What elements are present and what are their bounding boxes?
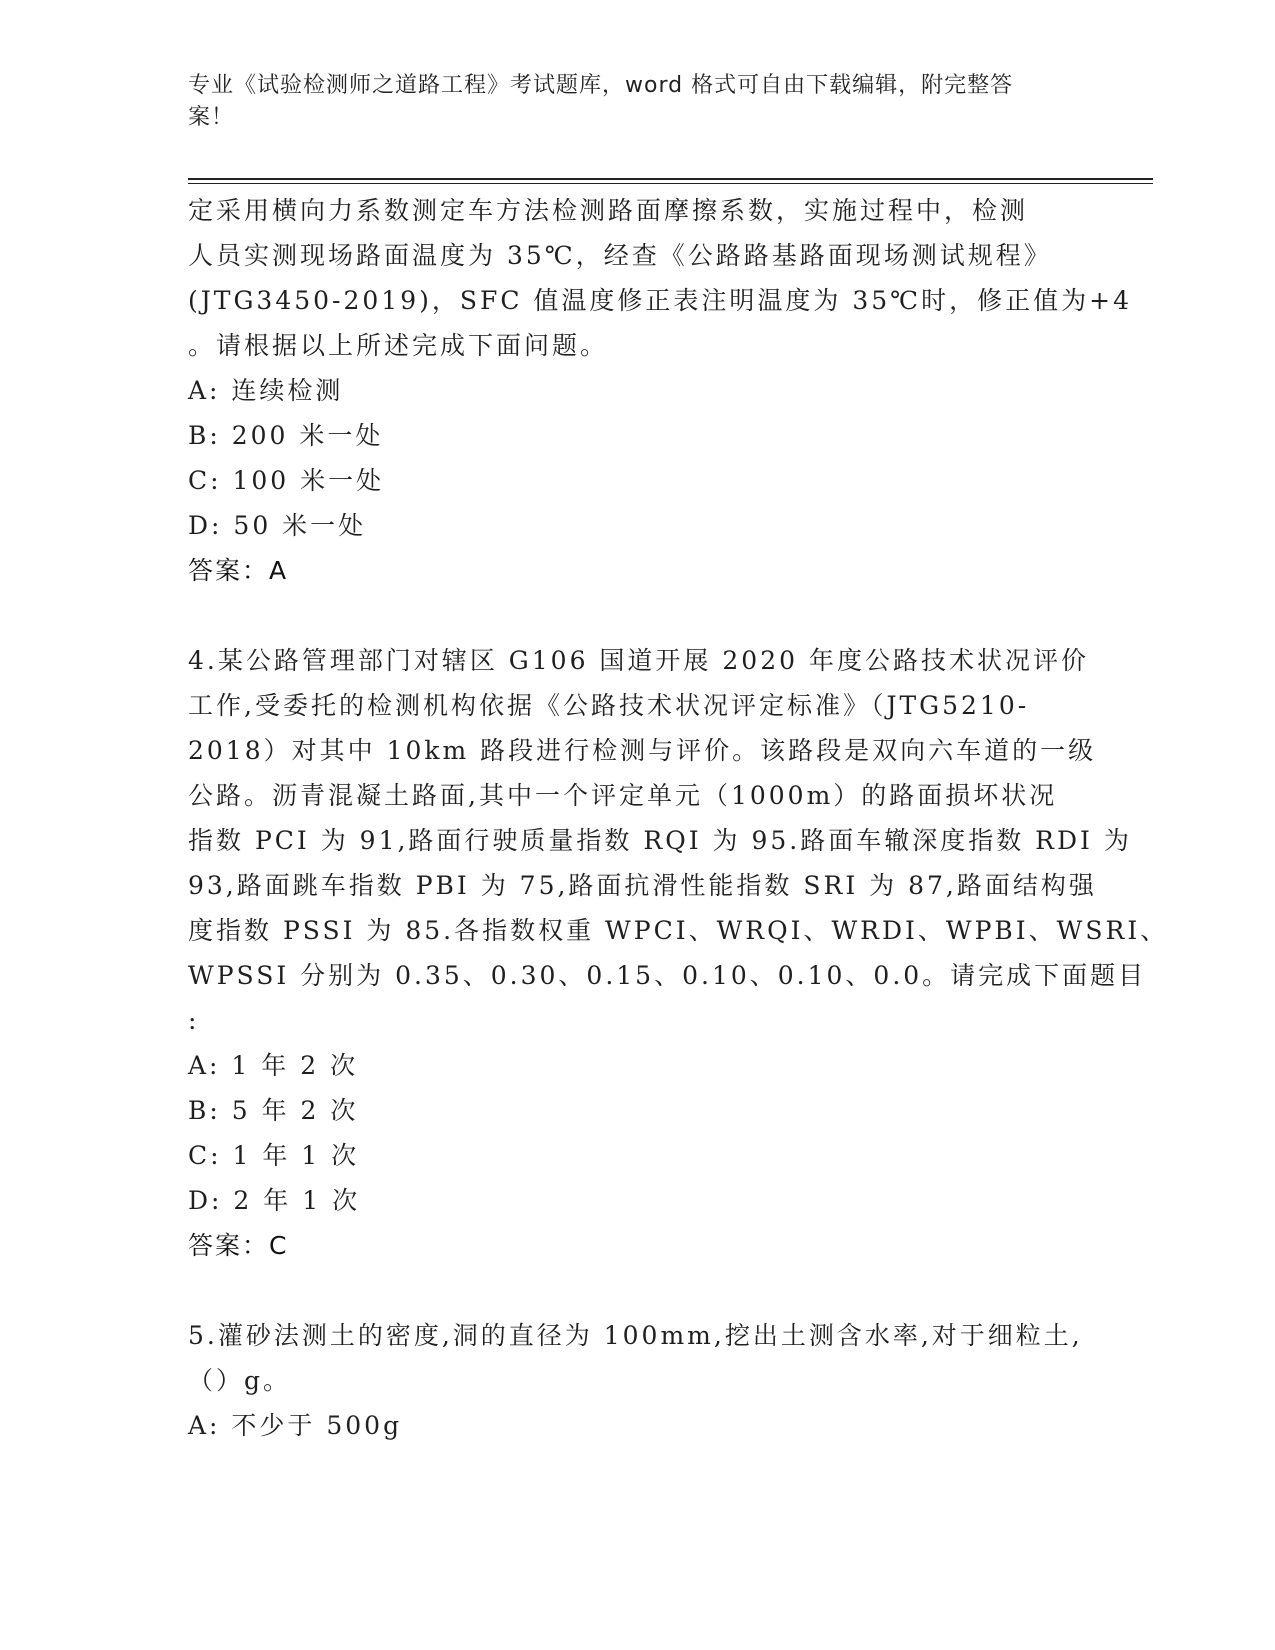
question-4 — [188, 638, 1169, 1268]
option-b: B: 5 年 2 次 — [188, 1096, 359, 1125]
spacer — [188, 1268, 1078, 1313]
question-text-line: 度指数 PSSI 为 85.各指数权重 WPCI、WRQI、WRDI、WPBI、WSRI、 — [188, 916, 1169, 945]
question-text-line: 工作,受委托的检测机构依据《公路技术状况评定标准》（JTG5210- — [188, 691, 1030, 720]
question-text-line: 定采用横向力系数测定车方法检测路面摩擦系数，实施过程中，检测 — [188, 196, 1029, 225]
question-text-line: WPSSI 分别为 0.35、0.30、0.15、0.10、0.10、0.0。请完成下面题目 — [188, 961, 1147, 990]
question-text-line: : — [188, 1006, 200, 1035]
option-a: A: 不少于 500g — [188, 1411, 403, 1440]
option-a: A: 1 年 2 次 — [188, 1051, 359, 1080]
question-text-line: 公路。沥青混凝土路面,其中一个评定单元（1000m）的路面损坏状况 — [188, 781, 1058, 810]
question-text-line: （）g。 — [188, 1366, 292, 1395]
header-line-1: 专业《试验检测师之道路工程》考试题库，word 格式可自由下载编辑，附完整答 — [188, 73, 1014, 98]
question-text-line: (JTG3450-2019)，SFC 值温度修正表注明温度为 35℃时，修正值为+4 — [188, 286, 1132, 315]
answer-label: 答案：A — [188, 556, 289, 585]
option-c: C: 100 米一处 — [188, 466, 385, 495]
option-c: C: 1 年 1 次 — [188, 1141, 360, 1170]
question-text-line: 4.某公路管理部门对辖区 G106 国道开展 2020 年度公路技术状况评价 — [188, 646, 1089, 675]
answer-label: 答案：C — [188, 1231, 289, 1260]
question-text-line: 5.灌砂法测土的密度,洞的直径为 100mm,挖出土测含水率,对于细粒土, — [188, 1321, 1083, 1350]
document-body — [188, 188, 1169, 1448]
option-a: A: 连续检测 — [188, 376, 344, 405]
question-text-line: 人员实测现场路面温度为 35℃，经查《公路路基路面现场测试规程》 — [188, 241, 1052, 270]
question-text-line: 93,路面跳车指数 PBI 为 75,路面抗滑性能指数 SRI 为 87,路面结构强 — [188, 871, 1097, 900]
question-text-line: 2018）对其中 10km 路段进行检测与评价。该路段是双向六车道的一级 — [188, 736, 1097, 765]
option-d: D: 2 年 1 次 — [188, 1186, 361, 1215]
header-rule-thin — [188, 183, 1153, 184]
question-3 — [188, 188, 1132, 593]
page-header — [188, 70, 1068, 134]
option-d: D: 50 米一处 — [188, 511, 367, 540]
header-line-2: 案！ — [188, 105, 235, 130]
spacer — [188, 593, 1078, 638]
question-text-line: 指数 PCI 为 91,路面行驶质量指数 RQI 为 95.路面车辙深度指数 RDI 为 — [188, 826, 1132, 855]
option-b: B: 200 米一处 — [188, 421, 384, 450]
question-5 — [188, 1313, 1083, 1448]
header-rule-thick — [188, 178, 1153, 180]
question-text-line: 。请根据以上所述完成下面问题。 — [188, 331, 609, 360]
